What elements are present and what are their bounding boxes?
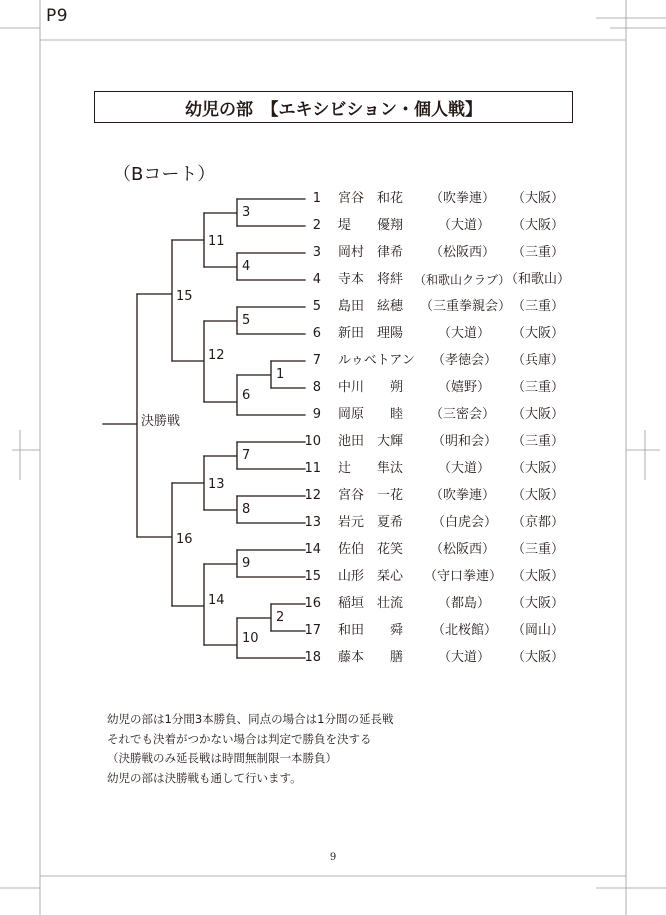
note-line: 幼児の部は1分間3本勝負、同点の場合は1分間の延長戦 (107, 712, 394, 726)
player-prefecture: （大阪） (512, 596, 565, 611)
player-name: ルゥベトアン (338, 353, 415, 368)
player-prefecture: （大阪） (512, 191, 565, 206)
bracket-match-9 (204, 550, 237, 577)
match-label-6: 6 (242, 388, 251, 403)
player-club: （三重拳親会） (420, 299, 512, 314)
bracket-match-4 (204, 253, 237, 280)
player-club: （孝徳会） (432, 353, 498, 368)
player-prefecture: （京都） (512, 515, 565, 530)
player-prefecture: （大阪） (512, 326, 565, 341)
player-name: 岡原 睦 (338, 407, 404, 422)
player-prefecture: （兵庫） (512, 353, 565, 368)
bracket-match-6 (204, 375, 237, 415)
player-seed: 12 (304, 488, 321, 503)
court-label: （Bコート） (113, 164, 216, 185)
player-club: （都島） (438, 596, 491, 611)
player-prefecture: （三重） (512, 542, 565, 557)
player-name: 堤 優翔 (338, 218, 404, 233)
player-prefecture: （大阪） (512, 569, 565, 584)
player-club: （嬉野） (438, 380, 491, 395)
player-club: （大道） (438, 461, 491, 476)
bracket-match-7 (204, 442, 237, 469)
note-line: それでも決着がつかない場合は判定で勝負を決する (107, 731, 372, 746)
player-name: 中川 朔 (338, 380, 404, 395)
player-seed: 14 (304, 542, 321, 557)
player-name: 岡村 律希 (338, 245, 404, 260)
player-club: （白虎会） (432, 515, 498, 530)
match-label-7: 7 (242, 448, 251, 463)
player-seed: 2 (312, 218, 321, 233)
match-label-9: 9 (242, 556, 251, 571)
bracket-match-8 (204, 496, 237, 523)
match-label-4: 4 (242, 259, 251, 274)
match-label-1: 1 (276, 367, 285, 382)
bracket-match-11 (172, 213, 204, 267)
player-seed: 11 (304, 461, 321, 476)
bracket-match-14 (172, 564, 204, 645)
player-name: 新田 理陽 (338, 326, 404, 341)
player-club: （大道） (438, 218, 491, 233)
player-name: 山形 栞心 (338, 569, 404, 584)
bracket-match-5 (204, 307, 237, 334)
player-seed: 5 (312, 299, 321, 314)
bracket-match-13 (172, 456, 204, 510)
player-prefecture: （和歌山） (505, 272, 571, 287)
player-seed: 3 (312, 245, 321, 260)
match-label-15: 15 (176, 289, 193, 304)
player-seed: 13 (304, 515, 321, 530)
player-name: 宮谷 一花 (338, 488, 404, 503)
bracket-match-12 (172, 321, 204, 402)
match-label-16: 16 (176, 532, 193, 547)
note-line: 幼児の部は決勝戦も通して行います。 (107, 770, 302, 785)
bracket-match-10 (204, 618, 237, 658)
player-seed: 16 (304, 596, 321, 611)
player-prefecture: （三重） (512, 380, 565, 395)
bracket-match-1 (237, 361, 271, 388)
player-name: 辻 隼汰 (338, 461, 404, 476)
match-label-10: 10 (242, 631, 259, 646)
bracket-match-2 (237, 604, 271, 631)
player-name: 稲垣 壮流 (338, 596, 404, 611)
player-prefecture: （大阪） (512, 650, 565, 665)
player-name: 島田 絃穂 (338, 299, 404, 314)
match-label-12: 12 (208, 348, 225, 363)
player-club: （吹拳連） (430, 488, 496, 503)
player-seed: 7 (312, 353, 321, 368)
player-prefecture: （大阪） (512, 407, 565, 422)
player-seed: 10 (304, 434, 321, 449)
player-club: （明和会） (432, 434, 498, 449)
player-name: 宮谷 和花 (338, 191, 404, 206)
player-prefecture: （三重） (512, 299, 565, 314)
match-label-2: 2 (276, 610, 285, 625)
player-seed: 17 (304, 623, 321, 638)
page-label: P9 (46, 6, 69, 26)
player-club: （三密会） (430, 407, 496, 422)
player-club: （大道） (438, 650, 491, 665)
player-club: （和歌山クラブ） (414, 273, 511, 287)
player-prefecture: （大阪） (512, 461, 565, 476)
match-label-3: 3 (242, 205, 251, 220)
player-seed: 8 (312, 380, 321, 395)
player-club: （吹拳連） (430, 191, 496, 206)
player-seed: 1 (312, 191, 321, 206)
player-name: 寺本 将絆 (338, 272, 404, 287)
player-seed: 4 (312, 272, 321, 287)
player-name: 藤本 膳 (338, 650, 404, 665)
match-label-11: 11 (208, 234, 225, 249)
player-prefecture: （大阪） (512, 218, 565, 233)
page-title: 幼児の部 【エキシビション・個人戦】 (94, 91, 573, 123)
match-label-5: 5 (242, 313, 251, 328)
player-seed: 18 (304, 650, 321, 665)
match-label-13: 13 (208, 477, 225, 492)
player-club: （北桜館） (432, 623, 498, 638)
player-prefecture: （三重） (512, 434, 565, 449)
bracket-match-16 (137, 483, 172, 606)
player-prefecture: （岡山） (512, 623, 565, 638)
player-club: （松阪西） (430, 542, 496, 557)
player-club: （大道） (438, 326, 491, 341)
rules-notes (107, 710, 393, 788)
final-label: 決勝戦 (141, 414, 181, 429)
player-seed: 9 (312, 407, 321, 422)
note-line: （決勝戦のみ延長戦は時間無制限一本勝負） (107, 751, 337, 765)
bracket-match-15 (137, 240, 172, 361)
player-prefecture: （大阪） (512, 488, 565, 503)
player-name: 岩元 夏希 (338, 515, 404, 530)
match-label-8: 8 (242, 502, 251, 517)
player-name: 和田 舜 (338, 623, 404, 638)
bracket-match-3 (204, 199, 237, 226)
player-seed: 15 (304, 569, 321, 584)
player-prefecture: （三重） (512, 245, 565, 260)
player-club: （松阪西） (430, 245, 496, 260)
page-number: 9 (329, 852, 337, 863)
player-name: 佐伯 花笑 (338, 542, 404, 557)
player-club: （守口拳連） (424, 569, 503, 584)
player-name: 池田 大輝 (338, 434, 404, 449)
bracket-final-line (103, 294, 137, 537)
match-label-14: 14 (208, 593, 225, 608)
player-seed: 6 (312, 326, 321, 341)
